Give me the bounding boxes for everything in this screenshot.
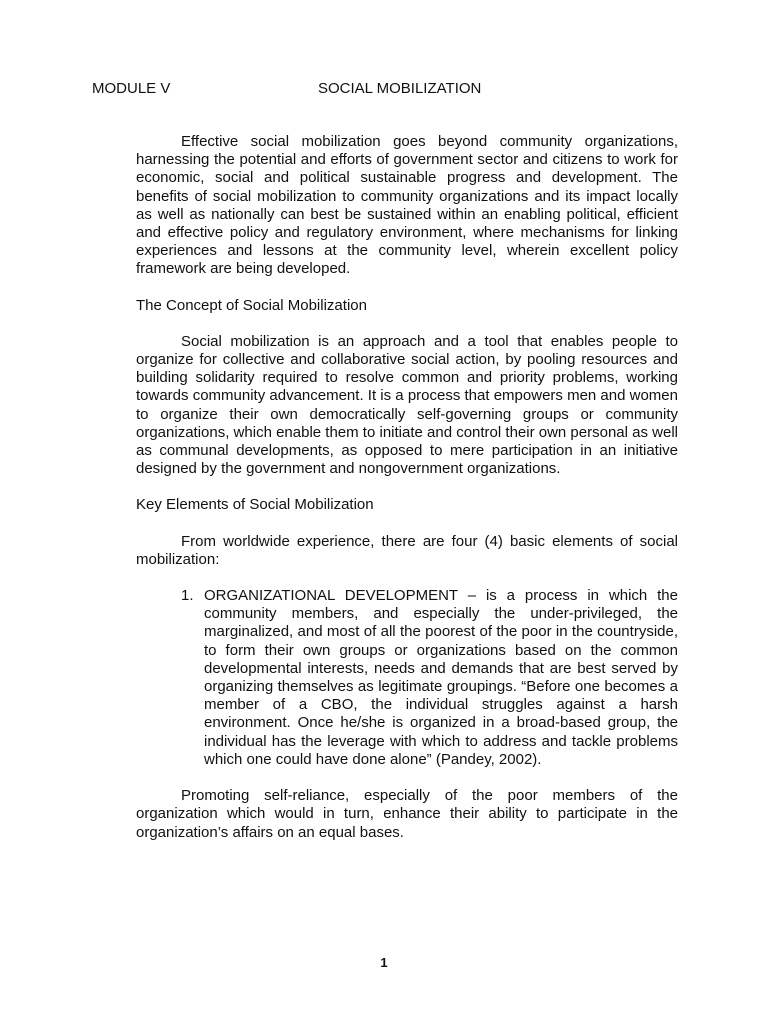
key-elements-list	[136, 587, 678, 769]
page-number: 1	[380, 955, 388, 970]
closing-paragraph: Promoting self-reliance, especially of the poor members of the organization which would in turn, enhance their ability to participate in the organization’s affairs on an equal bases.	[136, 787, 678, 841]
module-label: MODULE V	[92, 80, 171, 97]
list-item-text: ORGANIZATIONAL DEVELOPMENT – is a process in which the community members, and especially the under-privileged, the marginalized, and most of all the poorest of the poor in the countryside, to form their own groups or organizations based on the common developmental interests, needs and demands that are best served by organizing themselves as legitimate groupings. “Before one becomes a member of a CBO, the individual struggles against a harsh environment. Once he/she is organized in a broad-based group, the individual has the leverage with which to address and tackle problems which one could have done alone” (Pandey, 2002).	[204, 587, 678, 768]
section-heading-concept: The Concept of Social Mobilization	[136, 296, 367, 314]
module-header	[92, 79, 692, 99]
concept-paragraph: Social mobilization is an approach and a tool that enables people to organize for collective and collaborative social action, by pooling resources and building solidarity required to resolve common and priority problems, working towards community advancement. It is a process that empowers men and women to organize their own democratically self-governing groups or community organizations, which enable them to initiate and control their own personal as well as communal developments, as opposed to mere participation in an initiative designed by the government and nongovernment organizations.	[136, 332, 678, 478]
intro-paragraph: Effective social mobilization goes beyond community organizations, harnessing the potential and efforts of government sector and citizens to work for economic, social and political sustainable progress and development. The benefits of social mobilization to community organizations and its impact locally as well as nationally can best be sustained within an enabling political, efficient and effective policy and regulatory environment, where mechanisms for linking experiences and lessons at the community level, wherein excellent policy framework are being developed.	[136, 133, 678, 278]
list-item-number: 1.	[181, 587, 194, 605]
section-heading-key-elements: Key Elements of Social Mobilization	[136, 496, 374, 514]
key-elements-intro: From worldwide experience, there are four (4) basic elements of social mobilization:	[136, 532, 678, 568]
document-body	[136, 133, 678, 842]
module-title: SOCIAL MOBILIZATION	[318, 80, 482, 97]
list-item	[136, 587, 678, 769]
